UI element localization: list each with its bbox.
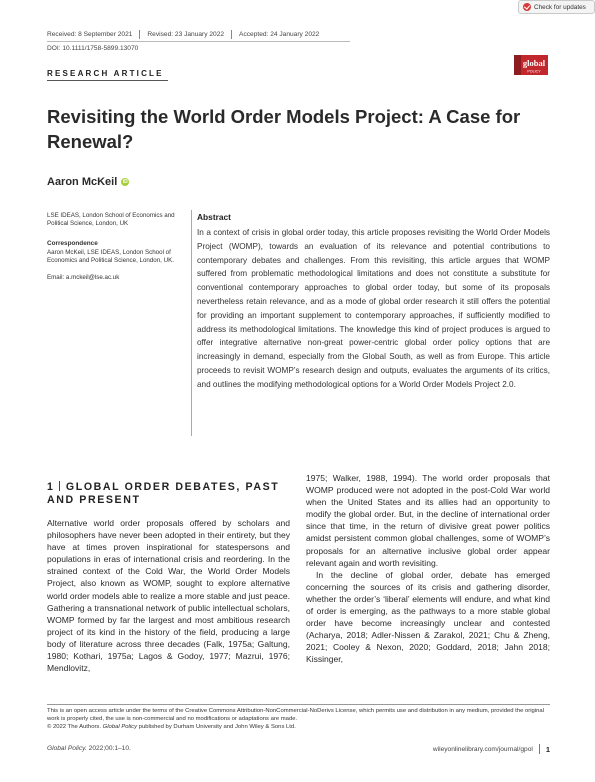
orcid-icon[interactable]: iD bbox=[122, 179, 128, 185]
article-type-label: RESEARCH ARTICLE bbox=[47, 69, 164, 78]
logo-subtext: POLICY bbox=[527, 69, 541, 74]
correspondence-address: Aaron McKeil, LSE IDEAS, London School of Economics and Political Science, London, UK. bbox=[47, 249, 174, 265]
check-updates-icon bbox=[523, 3, 531, 11]
journal-name: Global Policy. bbox=[47, 745, 87, 752]
global-policy-logo bbox=[514, 55, 548, 75]
body-column-left bbox=[47, 517, 290, 674]
journal-citation bbox=[47, 745, 131, 752]
copyright-prefix: © 2022 The Authors. bbox=[47, 724, 102, 730]
author-affiliation: LSE IDEAS, London School of Economics and Political Science, London, UK bbox=[47, 212, 175, 228]
section-title: GLOBAL ORDER DEBATES, PAST AND PRESENT bbox=[47, 481, 280, 506]
copyright-suffix: published by Durham University and John Wiley & Sons Ltd. bbox=[138, 724, 296, 730]
body-paragraph: 1975; Walker, 1988, 1994). The world order proposals that WOMP produced were not adopted in the post-Cold War world when the United States and its allies had an opportunity to modify the global order. But, in the decline of international order since that time, in the return of divisive great power politics amidst persistent common global challenges, some of WOMP’s proposals for an alternative inclusive global order appear relevant again and worth revisiting. bbox=[306, 473, 550, 568]
correspondence-heading: Correspondence bbox=[47, 240, 98, 247]
footer-right bbox=[433, 744, 550, 754]
article-dates bbox=[47, 30, 319, 39]
revised-date: Revised: 23 January 2022 bbox=[147, 31, 225, 38]
page-number: 1 bbox=[545, 744, 550, 754]
author-name[interactable]: Aaron McKeil bbox=[47, 176, 118, 188]
doi[interactable]: DOI: 10.1111/1758-5899.13070 bbox=[47, 45, 139, 52]
correspondence-email[interactable]: Email: a.mckeil@lse.ac.uk bbox=[47, 274, 120, 281]
body-paragraph: In the decline of global order, debate has emerged concerning the sources of its crisis and gathering disorder, whether the order’s ‘liberal’ elements will endure, and what kind of order is emerging, as the pathways to a more stable global order have become increasingly unclear and contested (Acharya, 2018; Adler-Nissen & Zarakol, 2021; Chu & Zheng, 2021; Cooley & Nexon, 2020; Goddard, 2018; Jahn 2018; Kissinger, bbox=[306, 569, 550, 665]
copyright-notice bbox=[47, 724, 550, 730]
abstract-divider bbox=[191, 210, 192, 436]
received-date: Received: 8 September 2021 bbox=[47, 31, 133, 38]
date-divider bbox=[231, 30, 232, 39]
check-updates-label: Check for updates bbox=[534, 3, 586, 11]
footer-separator bbox=[539, 744, 540, 754]
article-title: Revisiting the World Order Models Project: A Case for Renewal? bbox=[47, 106, 521, 152]
abstract-text: In a context of crisis in global order today, this article proposes revisiting the World Order Models Project (WOMP), towards an evaluation of its relevance and potential contributions to contemporary debates and challenges. From this revisiting, this article argues that WOMP suffered from problematic methodological limitations and does not constitute a substitute for conventional contemporary approaches to global order today, but some of its proposals nevertheless retain relevance, and as a mode of global order research it still offers the potential for providing an important supplement to contemporary approaches, if sufficiently modified to address its methodological limitations. The knowledge this kind of project produces is argued to offer integrative alternative non-great power-centric global order policy options that are increasingly in demand, especially from the Global South, as well as from Europe. This article proceeds to revisit WOMP’s research design and outputs, evaluates the arguments of its critics, and outlines the modifying methodological options for a World Order Models Project 2.0. bbox=[197, 228, 550, 389]
copyright-journal: Global Policy bbox=[102, 724, 138, 730]
footer-divider bbox=[47, 704, 550, 705]
body-paragraph: Alternative world order proposals offered by scholars and philosophers have never been adopted in their entirety, but they have at times proven inspirational for statespersons and populations in eras of international crisis and reordering. In the strained context of the Cold War, the World Order Models Project, also known as WOMP, sought to explore alternative world order models able to realize a more stable and just peace. Gathering a transnational network of public intellectual scholars, WOMP formed by far the largest and most ambitious research project of its kind in the history of the field, producing a large body of literature across three decades (Falk, 1975a; Galtung, 1980; Kothari, 1975a; Lagos & Godoy, 1977; Mazrui, 1976; Mendlovitz, bbox=[47, 518, 290, 674]
section-number: 1 bbox=[47, 481, 53, 493]
journal-volume: 2022;00:1–10. bbox=[88, 745, 131, 752]
logo-text: global bbox=[522, 58, 546, 68]
article-type-rule bbox=[47, 80, 168, 81]
dates-divider-line bbox=[47, 41, 350, 42]
accepted-date: Accepted: 24 January 2022 bbox=[239, 31, 320, 38]
check-for-updates-button[interactable] bbox=[518, 0, 595, 14]
body-column-right bbox=[306, 472, 550, 666]
section-heading bbox=[47, 481, 287, 507]
license-notice: This is an open access article under the terms of the Creative Commons Attribution-NonCommercial-NoDerivs License, which permits use and distribution in any medium, provided the original work is properly cited, the use is non-commercial and no modifications or adaptations are made. bbox=[47, 708, 544, 723]
author bbox=[47, 176, 129, 188]
section-number-divider bbox=[59, 481, 60, 491]
journal-url[interactable]: wileyonlinelibrary.com/journal/gpol bbox=[432, 745, 533, 753]
abstract-heading: Abstract bbox=[197, 212, 231, 222]
date-divider bbox=[139, 30, 140, 39]
